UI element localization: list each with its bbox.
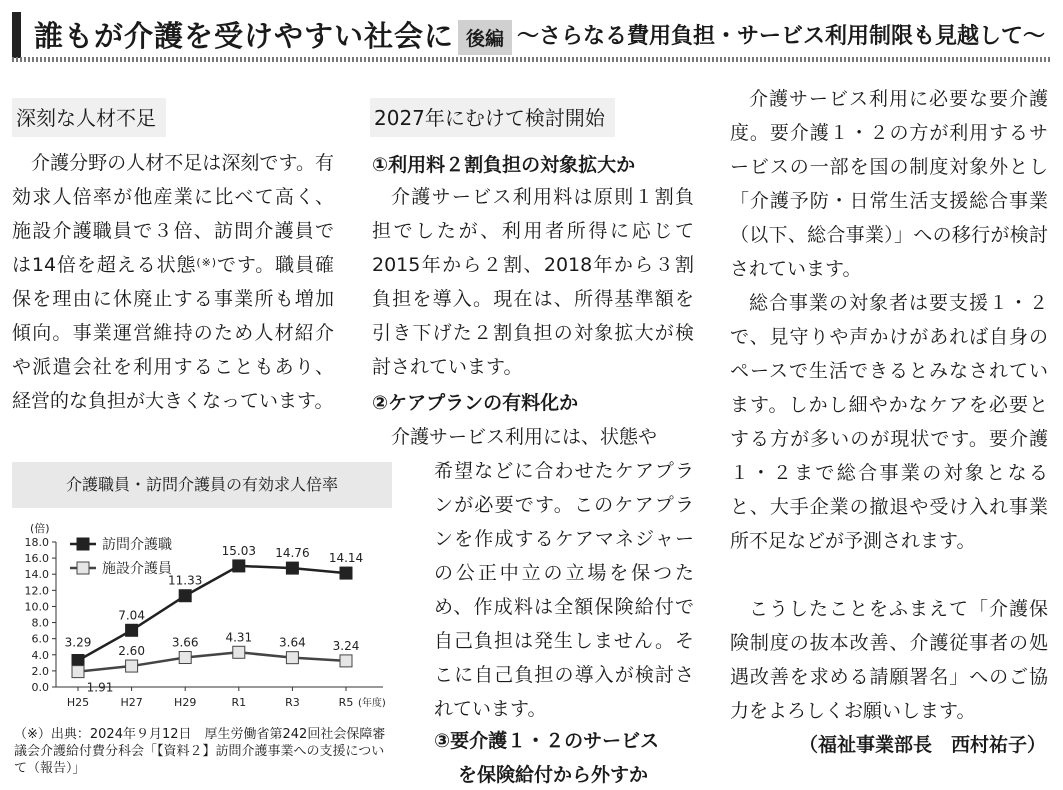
x-tick-label: R3: [285, 696, 300, 709]
chart-source-note: （※）出典：2024年９月12日 厚生労働省第242回社会保障審議会介護給付費分科会「【資料２】訪問介護事業への支援について（報告）」: [14, 727, 386, 776]
y-tick-label: 12.0: [24, 584, 49, 598]
data-label: 15.03: [221, 543, 256, 558]
item2-text-rest: 希望などに合わせたケアプランが必要です。このケアプランを作成するケアマネジャーの公正中立の立場を保つため、作成料は全額保険給付で自己負担は発生しません。そこに自己負担の導入が検討されています。: [434, 460, 694, 720]
data-point: [286, 652, 298, 664]
staff-shortage-text-a: 介護分野の人材不足は深刻です。有効求人倍率が他産業に比べて高く、施設介護職員で３倍、訪問介護員では14倍を超える状態: [12, 152, 334, 276]
x-axis-unit: (年度): [358, 698, 386, 709]
data-label: 1.91: [86, 680, 114, 695]
petition-paragraph: こうしたことをふまえて「介護保険制度の抜本改善、介護従事者の処遇改善を求める請願署名」へのご協力をよろしくお願いします。: [730, 598, 1048, 722]
x-tick-label: H27: [120, 696, 143, 709]
y-tick-label: 18.0: [24, 536, 49, 549]
page-subtitle: 〜さらなる費用負担・サービス利用制限も見越して〜: [517, 24, 1046, 49]
data-label: 11.33: [168, 573, 203, 588]
chart-title: 介護職員・訪問介護員の有効求人倍率: [12, 462, 392, 508]
data-point: [340, 567, 352, 579]
data-point: [72, 654, 84, 666]
y-tick-label: 6.0: [31, 632, 49, 646]
data-point: [233, 560, 245, 572]
staff-shortage-text-b: です。職員確保を理由に休廃止する事業所も増加傾向。事業運営維持のため人材紹介や派遣会社を利用することもあり、経営的な負担が大きくなっています。: [12, 254, 335, 412]
y-tick-label: 4.0: [31, 648, 49, 662]
data-point: [286, 562, 298, 574]
header-accent-bar: [12, 12, 21, 58]
page-title: 誰もが介護を受けやすい社会に: [34, 19, 455, 53]
y-tick-label: 0.0: [31, 681, 49, 694]
y-tick-label: 8.0: [31, 616, 49, 630]
data-label: 3.66: [171, 635, 199, 650]
data-label: 7.04: [118, 608, 145, 623]
legend-label: 施設介護員: [102, 561, 172, 577]
item2-title: ②ケアプランの有料化か: [372, 392, 579, 414]
item3-title-line1: ③要介護１・２のサービス: [434, 730, 660, 752]
item1-title: ①利用料２割負担の対象拡大か: [372, 154, 636, 176]
data-point: [233, 646, 245, 658]
general-program-paragraph: 総合事業の対象者は要支援１・２で、見守りや声かけがあれば自身のペースで生活できるとみなされています。しかし細やかなケアを必要とする方が多いのが現状です。要介護１・２まで総合事業の対象となると、大手企業の撤退や受け入れ事業所不足などが予測されます。: [730, 292, 1048, 552]
job-ratio-line-chart: [8, 512, 398, 724]
x-tick-label: H25: [66, 696, 90, 709]
header-divider: [12, 57, 1050, 62]
legend-marker: [77, 538, 89, 550]
x-tick-label: H29: [174, 696, 197, 709]
data-label: 4.31: [225, 630, 253, 645]
staff-shortage-paragraph: [12, 146, 334, 418]
data-label: 3.64: [279, 635, 306, 650]
part-tag: 後編: [458, 20, 512, 55]
y-tick-label: 10.0: [24, 600, 49, 614]
data-label: 3.29: [64, 635, 92, 650]
data-point: [179, 590, 191, 602]
data-point: [340, 655, 352, 667]
section-heading-staff-shortage: 深刻な人材不足: [12, 98, 166, 137]
x-tick-label: R1: [231, 696, 247, 709]
item1-text: 介護サービス利用料は原則１割負担でしたが、利用者所得に応じて2015年から２割、2018年から３割負担を導入。現在は、所得基準額を引き下げた２割負担の対象拡大が検討されています。: [372, 186, 694, 378]
data-label: 14.14: [328, 551, 364, 566]
legend-label: 訪問介護職: [102, 537, 172, 553]
x-tick-label: R5: [338, 696, 354, 709]
section-heading-2027-review: 2027年にむけて検討開始: [370, 98, 615, 137]
y-tick-label: 16.0: [24, 552, 49, 566]
footnote-mark: (※): [196, 256, 217, 269]
data-point: [126, 660, 138, 672]
y-axis-unit: (倍): [30, 522, 50, 535]
author-signature: （福祉事業部長 西村祐子）: [798, 734, 1046, 756]
data-label: 2.60: [118, 644, 145, 659]
data-label: 14.76: [275, 546, 310, 561]
data-point: [179, 652, 191, 664]
care-level-paragraph: 介護サービス利用に必要な要介護度。要介護１・２の方が利用するサービスの一部を国の制度対象外とし「介護予防・日常生活支援総合事業（以下、総合事業）」への移行が検討されています。: [730, 88, 1048, 280]
item2-text-first: 介護サービス利用には、状態や: [391, 426, 658, 448]
y-tick-label: 14.0: [24, 568, 49, 582]
data-point: [72, 666, 84, 678]
legend-marker: [77, 562, 89, 574]
data-point: [126, 624, 138, 636]
item3-title-line2: を保険給付から外すか: [458, 764, 649, 786]
data-label: 3.24: [332, 638, 360, 653]
y-tick-label: 2.0: [31, 664, 49, 678]
